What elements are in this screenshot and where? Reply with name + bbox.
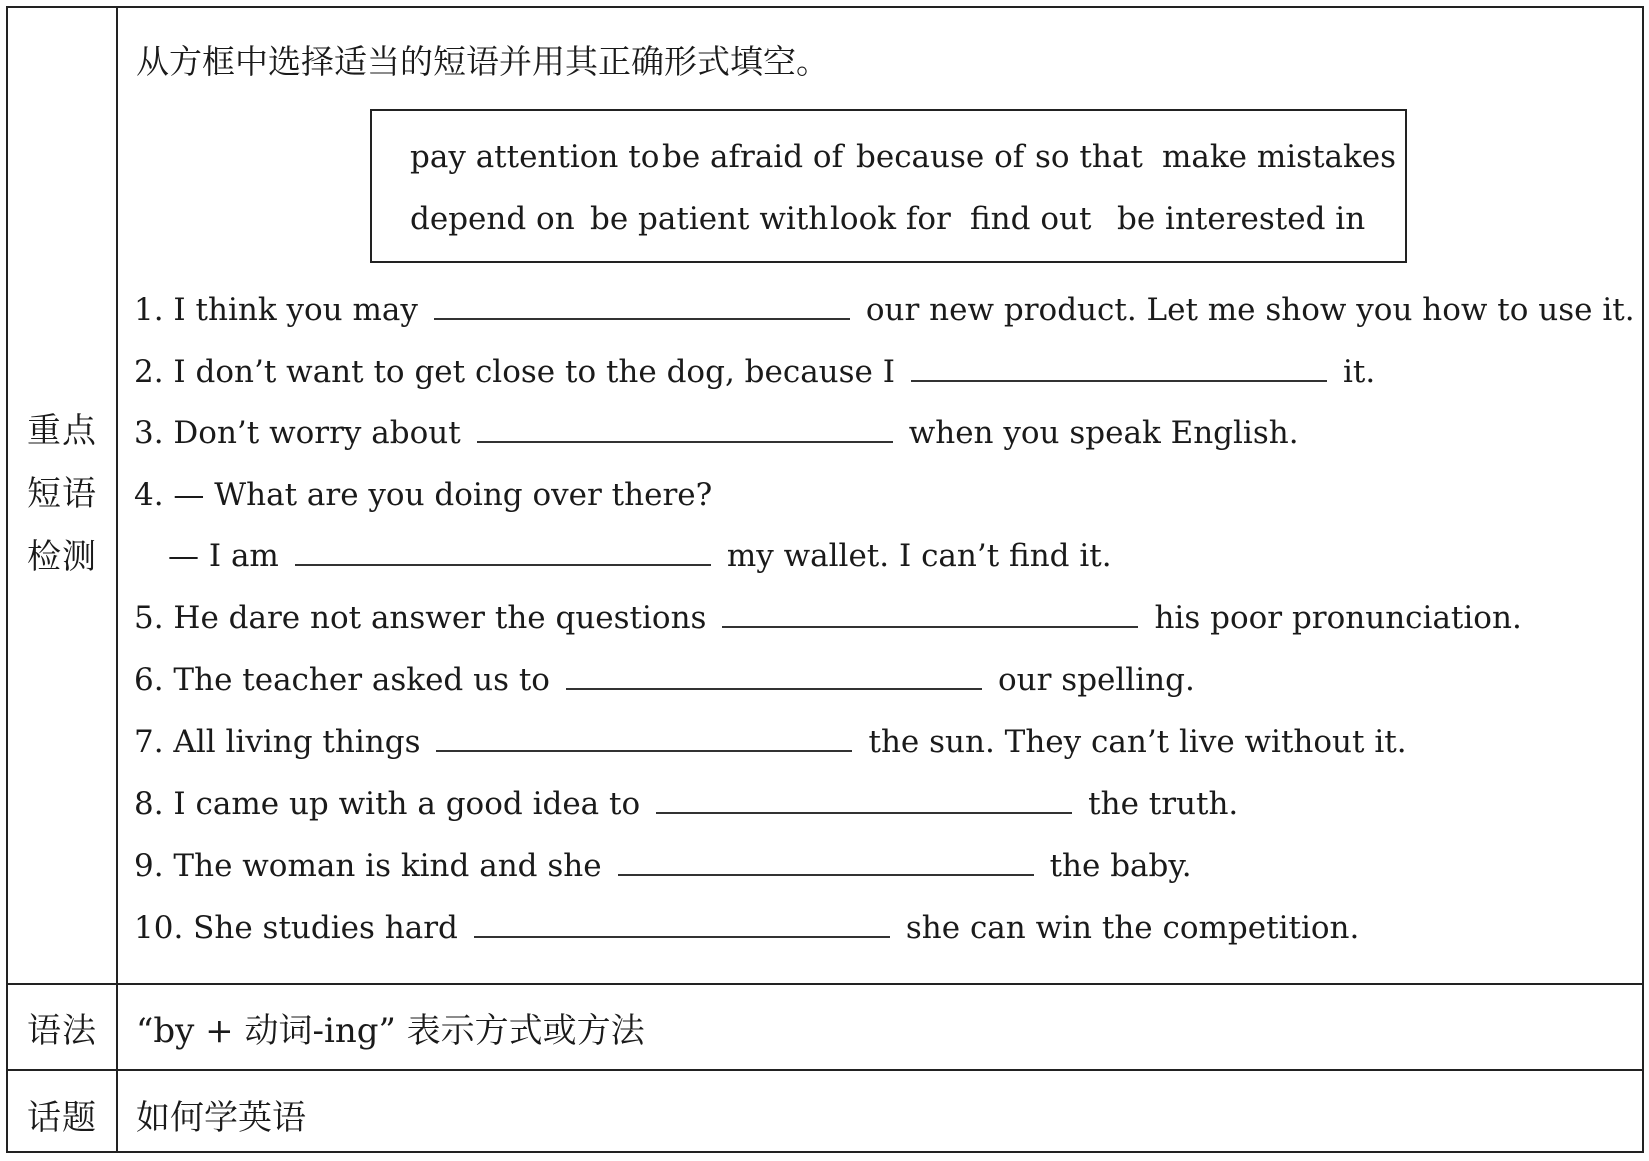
question-text: 2. I don’t want to get close to the dog, because I <box>134 354 895 390</box>
label-line-3: 检测 <box>27 537 97 577</box>
question-text-after: the baby. <box>1049 848 1192 884</box>
question-text: 5. He dare not answer the questions <box>134 600 707 636</box>
phrase-item: be patient with <box>590 201 829 237</box>
phrase-item: make mistakes <box>1162 139 1397 175</box>
question-4 <box>134 477 712 513</box>
answer-blank[interactable] <box>434 294 850 320</box>
question-text: — I am <box>168 538 279 574</box>
question-9 <box>134 848 1192 884</box>
column-divider <box>116 8 118 1151</box>
question-7 <box>134 724 1407 760</box>
question-text-after: our new product. Let me show you how to use it. <box>865 292 1635 328</box>
label-line-2: 短语 <box>27 474 97 514</box>
answer-blank[interactable] <box>474 912 890 938</box>
row-divider-grammar <box>8 983 1642 985</box>
question-text-after: when you speak English. <box>908 415 1299 451</box>
topic-section-label: 话题 <box>27 1098 97 1138</box>
question-text-after: it. <box>1343 354 1376 390</box>
question-6 <box>134 662 1195 698</box>
phrase-item: because of <box>856 139 1025 175</box>
answer-blank[interactable] <box>656 788 1072 814</box>
phrase-item: be interested in <box>1117 201 1366 237</box>
phrase-item: depend on <box>410 201 575 237</box>
question-text-after: the sun. They can’t live without it. <box>868 724 1407 760</box>
question-5 <box>134 600 1522 636</box>
answer-blank[interactable] <box>911 356 1327 382</box>
grammar-text: “by + 动词-ing” 表示方式或方法 <box>136 1011 645 1051</box>
question-text: 9. The woman is kind and she <box>134 848 602 884</box>
question-2 <box>134 354 1375 390</box>
question-text-after: his poor pronunciation. <box>1154 600 1522 636</box>
question-text: 1. I think you may <box>134 292 418 328</box>
question-text: 3. Don’t worry about <box>134 415 461 451</box>
answer-blank[interactable] <box>295 540 711 566</box>
question-text: 6. The teacher asked us to <box>134 662 550 698</box>
answer-blank[interactable] <box>566 664 982 690</box>
answer-blank[interactable] <box>477 417 893 443</box>
question-text-after: our spelling. <box>997 662 1195 698</box>
question-8 <box>134 786 1238 822</box>
phrase-item: pay attention to <box>410 139 660 175</box>
label-line-1: 重点 <box>27 411 97 451</box>
answer-blank[interactable] <box>722 602 1138 628</box>
question-4-reply <box>168 538 1112 574</box>
phrase-box <box>370 109 1407 263</box>
question-text-after: my wallet. I can’t find it. <box>726 538 1112 574</box>
answer-blank[interactable] <box>618 850 1034 876</box>
phrases-section-label <box>8 400 116 589</box>
topic-text: 如何学英语 <box>136 1098 306 1138</box>
question-10 <box>134 910 1359 946</box>
question-text-after: the truth. <box>1088 786 1239 822</box>
phrase-item: look for <box>830 201 951 237</box>
question-1 <box>134 292 1635 328</box>
question-3 <box>134 415 1299 451</box>
question-text: 10. She studies hard <box>134 910 458 946</box>
question-text: 8. I came up with a good idea to <box>134 786 641 822</box>
phrase-item: find out <box>970 201 1092 237</box>
answer-blank[interactable] <box>436 726 852 752</box>
table-frame <box>6 6 1644 1153</box>
instruction-text: 从方框中选择适当的短语并用其正确形式填空。 <box>136 42 829 81</box>
phrase-item: be afraid of <box>662 139 844 175</box>
grammar-section-label: 语法 <box>27 1011 97 1051</box>
question-text-after: she can win the competition. <box>905 910 1360 946</box>
question-text: 4. — What are you doing over there? <box>134 477 713 513</box>
row-divider-topic <box>8 1069 1642 1071</box>
question-text: 7. All living things <box>134 724 421 760</box>
phrase-item: so that <box>1035 139 1143 175</box>
